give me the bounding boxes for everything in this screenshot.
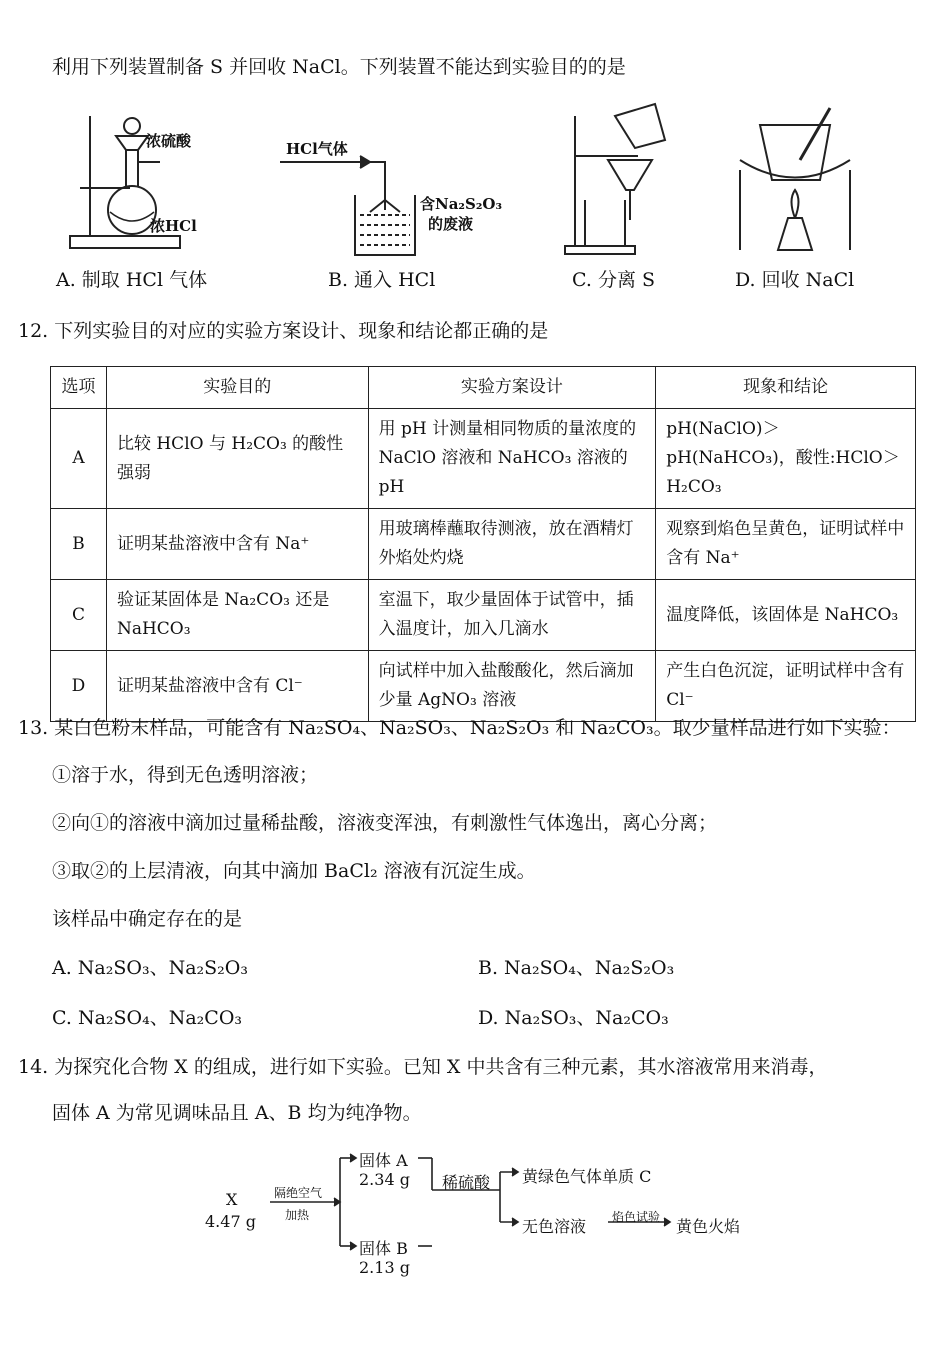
row-result: 产生白色沉淀，证明试样中含有 Cl⁻	[656, 651, 916, 722]
header-design: 实验方案设计	[368, 367, 656, 409]
row-option: D	[51, 651, 107, 722]
label-conc-hcl: 浓HCl	[150, 217, 197, 235]
q13-option-c[interactable]: C. Na₂SO₄、Na₂CO₃	[52, 1007, 243, 1029]
flow-solution: 无色溶液	[522, 1217, 587, 1236]
row-purpose: 证明某盐溶液中含有 Cl⁻	[106, 651, 368, 722]
flow-x-mass: 4.47 g	[205, 1212, 256, 1231]
q13-question: 该样品中确定存在的是	[52, 908, 243, 930]
q13-step-3: ③取②的上层清液，向其中滴加 BaCl₂ 溶液有沉淀生成。	[52, 860, 536, 882]
q13-stem: 13. 某白色粉末样品，可能含有 Na₂SO₄、Na₂SO₃、Na₂S₂O₃ 和 Na₂CO₃。取少量样品进行如下实验：	[18, 717, 901, 739]
q11-caption-b: B. 通入 HCl	[328, 269, 436, 291]
flow-cond-bottom: 加热	[285, 1208, 310, 1222]
funnel-c	[608, 160, 652, 190]
q11-caption-d: D. 回收 NaCl	[735, 269, 855, 291]
flow-mass-a: 2.34 g	[359, 1170, 410, 1189]
q11-caption-c: C. 分离 S	[572, 269, 655, 291]
stand-base-c	[565, 246, 635, 254]
beaker-c	[585, 200, 625, 246]
flask-a	[108, 186, 156, 234]
header-purpose: 实验目的	[106, 367, 368, 409]
header-option: 选项	[51, 367, 107, 409]
q11-caption-a: A. 制取 HCl 气体	[56, 269, 208, 291]
flow-flame: 黄色火焰	[676, 1217, 741, 1236]
label-waste-1: 含Na₂S₂O₃	[420, 195, 503, 213]
row-purpose: 证明某盐溶液中含有 Na⁺	[106, 509, 368, 580]
q12-table	[50, 366, 916, 722]
apparatus-figures	[60, 100, 880, 265]
row-design: 用玻璃棒蘸取待测液，放在酒精灯外焰处灼烧	[368, 509, 656, 580]
table-row	[51, 580, 916, 651]
flow-flame-test: 焰色试验	[612, 1210, 661, 1224]
label-waste-2: 的废液	[428, 215, 474, 233]
pouring-beaker-c	[615, 104, 665, 148]
separatory-funnel-a	[116, 136, 148, 150]
alcohol-lamp-d	[778, 218, 812, 250]
table-header-row	[51, 367, 916, 409]
flow-x: X	[226, 1190, 238, 1209]
row-design: 用 pH 计测量相同物质的量浓度的 NaClO 溶液和 NaHCO₃ 溶液的 pH	[368, 409, 656, 509]
q14-flow-diagram	[200, 1140, 760, 1280]
row-purpose: 比较 HClO 与 H₂CO₃ 的酸性强弱	[106, 409, 368, 509]
label-conc-h2so4: 浓硫酸	[146, 132, 192, 150]
stand-base-a	[70, 236, 180, 248]
row-purpose: 验证某固体是 Na₂CO₃ 还是 NaHCO₃	[106, 580, 368, 651]
q13-option-a[interactable]: A. Na₂SO₃、Na₂S₂O₃	[52, 957, 248, 979]
row-option: B	[51, 509, 107, 580]
q12-stem: 12. 下列实验目的对应的实验方案设计、现象和结论都正确的是	[18, 320, 549, 342]
table-row	[51, 409, 916, 509]
flow-solid-a: 固体 A	[359, 1151, 408, 1170]
flow-solid-b: 固体 B	[359, 1239, 408, 1258]
row-design: 向试样中加入盐酸酸化，然后滴加少量 AgNO₃ 溶液	[368, 651, 656, 722]
flow-reagent: 稀硫酸	[442, 1173, 491, 1192]
table-row	[51, 651, 916, 722]
flow-mass-b: 2.13 g	[359, 1258, 410, 1277]
row-option: A	[51, 409, 107, 509]
q13-step-2: ②向①的溶液中滴加过量稀盐酸，溶液变浑浊，有刺激性气体逸出，离心分离；	[52, 812, 718, 834]
evaporating-dish-d	[760, 125, 830, 180]
header-result: 现象和结论	[656, 367, 916, 409]
q14-stem-1: 14. 为探究化合物 X 的组成，进行如下实验。已知 X 中共含有三种元素，其水溶液常用来消毒，	[18, 1056, 828, 1078]
q11-stem: 利用下列装置制备 S 并回收 NaCl。下列装置不能达到实验目的的是	[52, 56, 626, 78]
q13-option-b[interactable]: B. Na₂SO₄、Na₂S₂O₃	[478, 957, 675, 979]
flow-gas-c: 黄绿色气体单质 C	[522, 1167, 652, 1186]
q13-option-d[interactable]: D. Na₂SO₃、Na₂CO₃	[478, 1007, 669, 1029]
q13-step-1: ①溶于水，得到无色透明溶液；	[52, 764, 319, 786]
label-hcl-gas: HCl气体	[286, 140, 348, 158]
row-result: pH(NaClO)＞pH(NaHCO₃)，酸性:HClO＞H₂CO₃	[656, 409, 916, 509]
table-row	[51, 509, 916, 580]
row-result: 温度降低，该固体是 NaHCO₃	[656, 580, 916, 651]
flow-cond-top: 隔绝空气	[274, 1186, 323, 1200]
q14-stem-2: 固体 A 为常见调味品且 A、B 均为纯净物。	[52, 1102, 422, 1124]
row-result: 观察到焰色呈黄色，证明试样中含有 Na⁺	[656, 509, 916, 580]
row-option: C	[51, 580, 107, 651]
row-design: 室温下，取少量固体于试管中，插入温度计，加入几滴水	[368, 580, 656, 651]
